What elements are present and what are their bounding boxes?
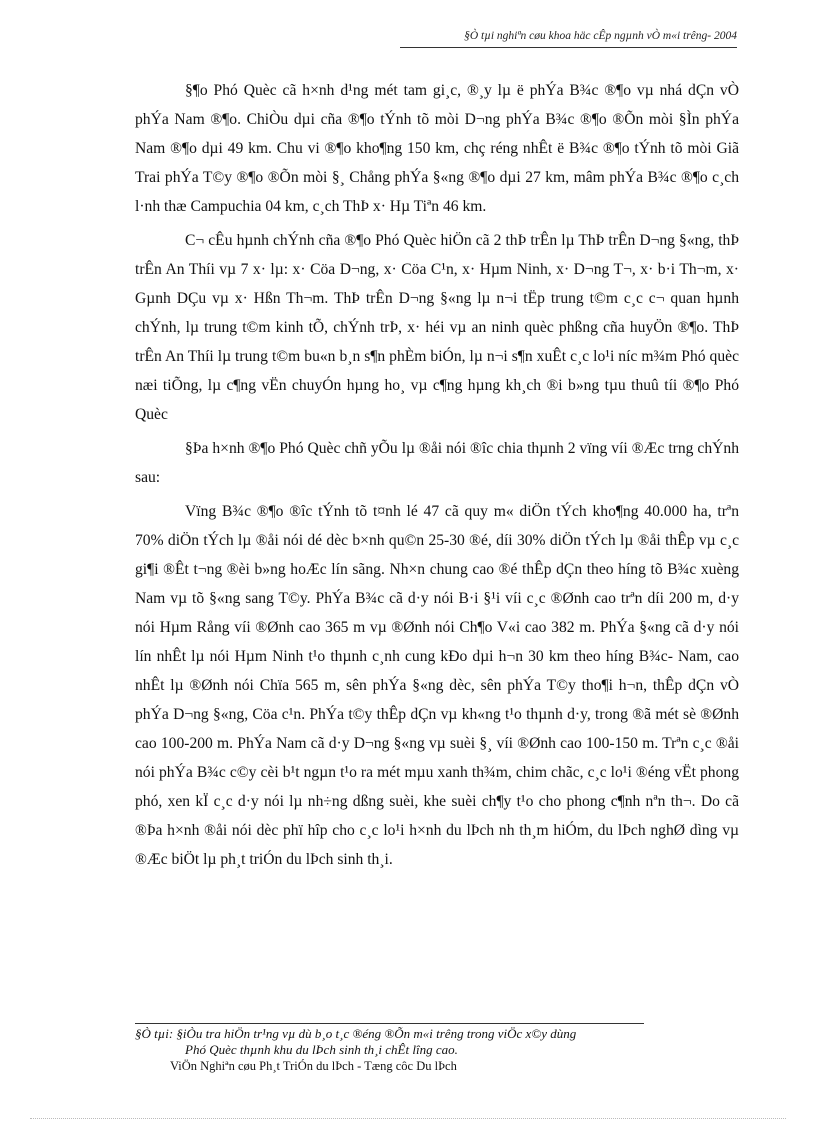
header-rule: [400, 47, 737, 48]
paragraph-terrain-intro: §Þa h×nh ®¶o Phó Quèc chñ yÕu lµ ®åi nói ®îc chia thµnh 2 vïng víi ®Æc trng chÝnh sau:: [135, 440, 739, 486]
running-header: §Ò tµi nghiªn cøu khoa häc cÊp ngµnh vÒ m«i trêng- 2004: [464, 30, 737, 42]
footnote-institution: ViÖn Nghiªn cøu Ph¸t TriÓn du lÞch - Tæng côc Du lÞch: [170, 1059, 457, 1073]
footnote-project-title: §Ò tµi: §iÒu tra hiÖn tr¹ng vµ dù b¸o t¸c ®éng ®Õn m«i trêng trong viÖc x©y dùng: [135, 1026, 577, 1041]
page-bottom-border: [30, 1118, 786, 1119]
paragraph-north-region: Vïng B¾c ®¶o ®îc tÝnh tõ t¤nh lé 47 cã quy m« diÖn tÝch kho¶ng 40.000 ha, trªn 70% diÖn tÝch lµ ®åi nói dé dèc b×nh qu©n 25-30 ®é, díi 30% diÖn tÝch lµ ®åi thÊp vµ c¸c gi¶i ®Êt t¬ng ®èi b»ng hoÆc lín sãng. Nh×n chung cao ®é thÊp dÇn theo híng tõ B¾c xuèng Nam vµ tõ §«ng sang T©y. PhÝa B¾c cã d·y nói B·i §¹i víi c¸c ®Ønh cao trªn díi 200 m, d·y nói Hµm Rång víi ®Ønh cao 365 m vµ ®Ønh nói Ch¶o V«i cao 382 m. PhÝa §«ng cã d·y nói lín nhÊt lµ nói Hµm Ninh t¹o thµnh c¸nh cung kÐo dµi h¬n 30 km theo híng B¾c- Nam, cao nhÊt lµ ®Ønh nói Chïa 565 m, sên phÝa §«ng dèc, sên phÝa T©y tho¶i h¬n, thÊp dÇn vÒ phÝa D¬ng §«ng, Cöa c¹n. PhÝa t©y thÊp dÇn vµ kh«ng t¹o thµnh d·y, trong ®ã mét sè ®Ønh cao 100-200 m. PhÝa Nam cã d·y D¬ng §«ng vµ suèi §¸ víi ®Ønh cao 100-150 m. Trªn c¸c ®åi nói phÝa B¾c c©y cèi b¹t ngµn t¹o ra mét mµu xanh th¾m, chim chãc, c¸c lo¹i ®éng vËt phong phó, xen kÏ c¸c d·y nói lµ nh÷ng dßng suèi, khe suèi ch¶y t¹o cho phong c¶nh nªn th¬. Do cã ®Þa h×nh ®åi nói dèc phï hîp cho c¸c lo¹i h×nh du lÞch nh th¸m hiÓm, du lÞch nghØ dìng vµ ®Æc biÖt lµ ph¸t triÓn du lÞch sinh th¸i.: [135, 503, 739, 868]
body-text: [135, 76, 739, 879]
footnote: [135, 1026, 735, 1074]
footnote-project-title-cont: Phó Quèc thµnh khu du lÞch sinh th¸i chÊt lîng cao.: [185, 1042, 458, 1057]
footnote-rule: [135, 1023, 644, 1024]
paragraph-administration: C¬ cÊu hµnh chÝnh cña ®¶o Phó Quèc hiÖn cã 2 thÞ trÊn lµ ThÞ trÊn D¬ng §«ng, thÞ trÊn An Thíi vµ 7 x· lµ: x· Cöa D¬ng, x· Cöa C¹n, x· Hµm Ninh, x· D¬ng T¬, x· b·i Th¬m, x· Gµnh DÇu vµ x· Hßn Th¬m. ThÞ trÊn D¬ng §«ng lµ n¬i tËp trung t©m c¸c c¬ quan hµnh chÝnh, lµ trung t©m kinh tÕ, chÝnh trÞ, x· héi vµ an ninh quèc phßng cña huyÖn ®¶o. ThÞ trÊn An Thíi lµ trung t©m bu«n b¸n s¶n phÈm biÓn, lµ n¬i s¶n xuÊt c¸c lo¹i níc m¾m Phó quèc næi tiÕng, lµ c¶ng vËn chuyÓn hµng ho¸ vµ c¶ng hµng kh¸ch ®i b»ng tµu thuû tíi ®¶o Phó Quèc: [135, 232, 739, 423]
paragraph-geography: §¶o Phó Quèc cã h×nh d¹ng mét tam gi¸c, ®¸y lµ ë phÝa B¾c ®¶o vµ nhá dÇn vÒ phÝa Nam ®¶o. ChiÒu dµi cña ®¶o tÝnh tõ mòi D¬ng phÝa B¾c ®¶o ®Õn mòi §Ìn phÝa Nam ®¶o dµi 49 km. Chu vi ®¶o kho¶ng 150 km, chç réng nhÊt ë B¾c ®¶o tÝnh tõ mòi Giã Trai phÝa T©y ®¶o ®Õn mòi §¸ Chång phÝa §«ng ®¶o dµi 27 km, mâm phÝa B¾c ®¶o c¸ch l·nh thæ Campuchia 04 km, c¸ch ThÞ x· Hµ Tiªn 46 km.: [135, 82, 739, 215]
